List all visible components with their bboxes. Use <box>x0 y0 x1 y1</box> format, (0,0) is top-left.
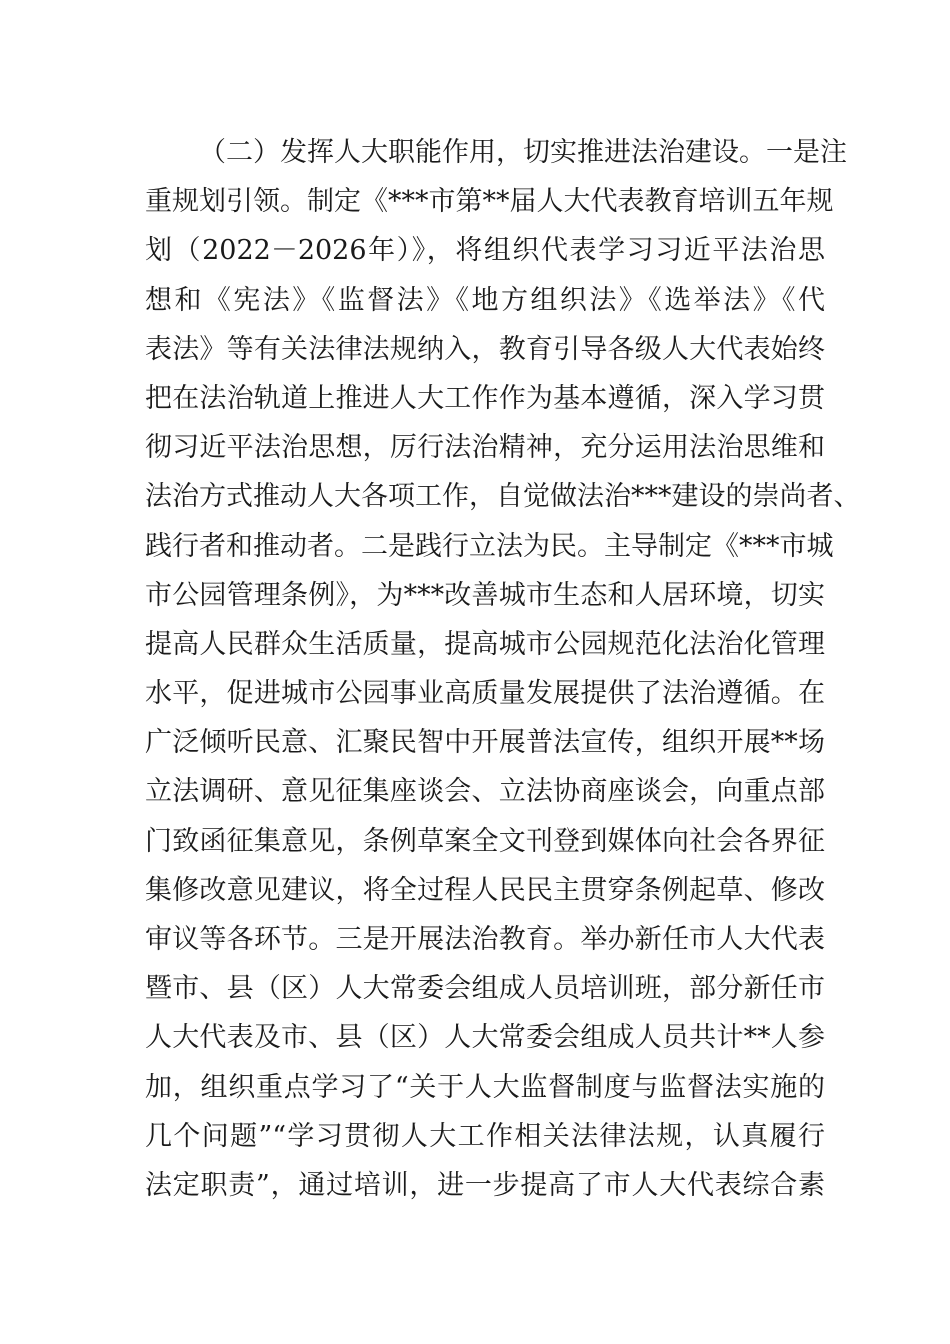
text-line: 水平，促进城市公园事业高质量发展提供了法治遵循。在 <box>145 678 825 710</box>
text-line: 立法调研、意见征集座谈会、立法协商座谈会，向重点部 <box>145 776 825 808</box>
text-line: 集修改意见建议，将全过程人民民主贯穿条例起草、修改 <box>145 874 825 906</box>
body-paragraph <box>145 128 861 1210</box>
text-line: （二）发挥人大职能作用，切实推进法治建设。一是注 <box>199 137 847 168</box>
text-line: 提高人民群众生活质量，提高城市公园规范化法治化管理 <box>145 628 825 660</box>
text-line: 审议等各环节。三是开展法治教育。举办新任市人大代表 <box>145 924 825 955</box>
text-line: 人大代表及市、县（区）人大常委会组成人员共计**人参 <box>145 1022 825 1054</box>
text-line: 想和《宪法》《监督法》《地方组织法》《选举法》《代 <box>145 284 825 316</box>
text-line: 表法》等有关法律法规纳入，教育引导各级人大代表始终 <box>145 333 825 365</box>
text-line: 践行者和推动者。二是践行立法为民。主导制定《***市城 <box>145 530 834 562</box>
text-line: 划（2022－2026年）》，将组织代表学习习近平法治思 <box>145 235 825 267</box>
text-line: 广泛倾听民意、汇聚民智中开展普法宣传，组织开展**场 <box>145 727 825 759</box>
text-line: 暨市、县（区）人大常委会组成人员培训班，部分新任市 <box>145 973 825 1005</box>
text-line: 重规划引领。制定《***市第**届人大代表教育培训五年规 <box>145 186 834 218</box>
text-line: 法定职责”，通过培训，进一步提高了市人大代表综合素 <box>145 1169 825 1201</box>
text-line: 几个问题”“学习贯彻人大工作相关法律法规，认真履行 <box>145 1120 825 1152</box>
text-line: 法治方式推动人大各项工作，自觉做法治***建设的崇尚者、 <box>145 481 861 513</box>
text-line: 彻习近平法治思想，厉行法治精神，充分运用法治思维和 <box>145 432 825 464</box>
text-line: 市公园管理条例》，为***改善城市生态和人居环境，切实 <box>145 579 825 611</box>
text-line: 加，组织重点学习了“关于人大监督制度与监督法实施的 <box>145 1071 825 1103</box>
text-line: 门致函征集意见，条例草案全文刊登到媒体向社会各界征 <box>145 825 825 857</box>
text-line: 把在法治轨道上推进人大工作作为基本遵循，深入学习贯 <box>145 382 825 414</box>
